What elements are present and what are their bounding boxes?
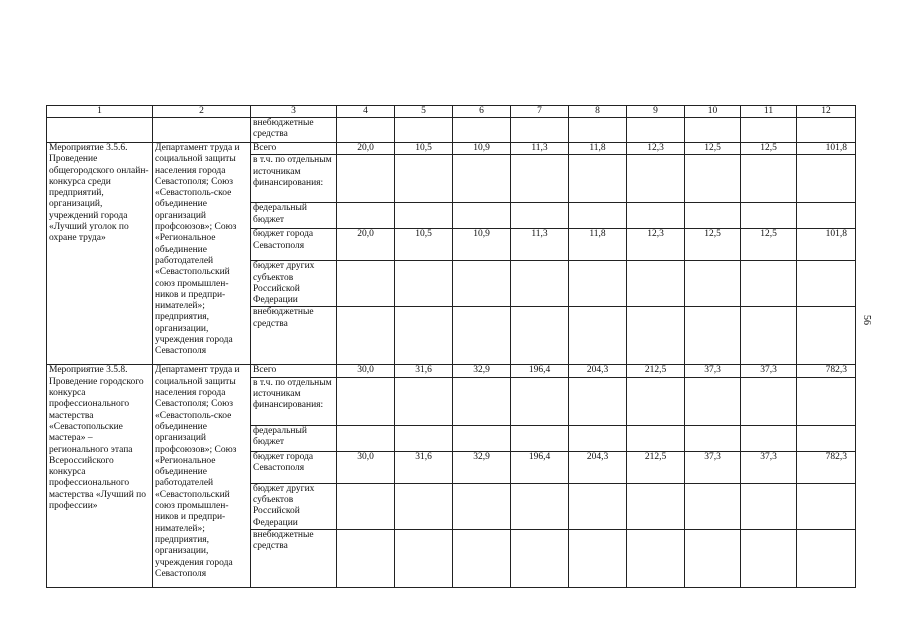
value-cell: [453, 425, 511, 451]
value-cell: 12,3: [627, 229, 685, 261]
value-cell: [797, 529, 856, 587]
value-cell: [741, 529, 797, 587]
value-cell: 37,3: [741, 365, 797, 377]
value-cell: 12,5: [741, 229, 797, 261]
value-cell: [741, 261, 797, 307]
value-cell: [627, 203, 685, 229]
value-cell: [337, 483, 395, 529]
value-cell: [337, 425, 395, 451]
value-cell: [453, 203, 511, 229]
financing-table: [46, 105, 856, 588]
value-cell: [511, 377, 569, 425]
value-cell: [337, 203, 395, 229]
header-cell: 10: [685, 106, 741, 118]
value-cell: [627, 118, 685, 143]
value-cell: 30,0: [337, 451, 395, 483]
value-cell: [337, 118, 395, 143]
value-cell: [685, 307, 741, 365]
value-cell: [395, 155, 453, 203]
value-cell: [395, 377, 453, 425]
source-cell: федеральный бюджет: [251, 425, 337, 451]
value-cell: 10,9: [453, 143, 511, 155]
value-cell: [453, 483, 511, 529]
value-cell: [395, 261, 453, 307]
source-cell: бюджет города Севастополя: [251, 229, 337, 261]
value-cell: [685, 529, 741, 587]
value-cell: 37,3: [741, 451, 797, 483]
value-cell: [741, 155, 797, 203]
header-cell: 6: [453, 106, 511, 118]
value-cell: [569, 261, 627, 307]
value-cell: [511, 118, 569, 143]
value-cell: [741, 425, 797, 451]
value-cell: [797, 307, 856, 365]
empty-cell: [153, 118, 251, 143]
value-cell: 31,6: [395, 451, 453, 483]
value-cell: [569, 118, 627, 143]
value-cell: [797, 203, 856, 229]
value-cell: [797, 118, 856, 143]
value-cell: 37,3: [685, 451, 741, 483]
empty-cell: [47, 118, 153, 143]
value-cell: [627, 261, 685, 307]
source-cell: внебюджетные средства: [251, 529, 337, 587]
value-cell: 12,5: [685, 229, 741, 261]
value-cell: [453, 529, 511, 587]
value-cell: [797, 377, 856, 425]
value-cell: 37,3: [685, 365, 741, 377]
value-cell: 101,8: [797, 143, 856, 155]
header-cell: 2: [153, 106, 251, 118]
value-cell: 11,3: [511, 143, 569, 155]
table-row: [47, 365, 856, 377]
value-cell: 20,0: [337, 143, 395, 155]
value-cell: 196,4: [511, 365, 569, 377]
source-cell: в т.ч. по отдельным источникам финансирования:: [251, 155, 337, 203]
source-cell: бюджет других субъектов Российской Федерации: [251, 261, 337, 307]
value-cell: [395, 307, 453, 365]
value-cell: [685, 483, 741, 529]
value-cell: [511, 307, 569, 365]
source-cell: бюджет других субъектов Российской Федерации: [251, 483, 337, 529]
value-cell: [627, 307, 685, 365]
value-cell: 10,5: [395, 143, 453, 155]
value-cell: [569, 155, 627, 203]
value-cell: [569, 425, 627, 451]
source-cell: внебюджетные средства: [251, 307, 337, 365]
value-cell: [453, 155, 511, 203]
value-cell: [395, 483, 453, 529]
value-cell: [685, 203, 741, 229]
value-cell: [453, 118, 511, 143]
value-cell: [685, 261, 741, 307]
value-cell: [797, 155, 856, 203]
value-cell: 12,3: [627, 143, 685, 155]
value-cell: [511, 483, 569, 529]
value-cell: [337, 261, 395, 307]
value-cell: [797, 483, 856, 529]
value-cell: [569, 483, 627, 529]
value-cell: [511, 203, 569, 229]
table-row: [47, 118, 856, 143]
value-cell: 20,0: [337, 229, 395, 261]
value-cell: [337, 529, 395, 587]
header-cell: 12: [797, 106, 856, 118]
activity-cell: Мероприятие 3.5.8. Проведение городского конкурса профессионального мастерства «Севастопольские мастера» – регионального этапа Всероссийского конкурса профессионального мастерства «Лучший по профессии»: [47, 365, 153, 587]
value-cell: 204,3: [569, 451, 627, 483]
value-cell: [627, 425, 685, 451]
value-cell: [337, 155, 395, 203]
value-cell: 30,0: [337, 365, 395, 377]
value-cell: 32,9: [453, 451, 511, 483]
value-cell: [685, 425, 741, 451]
value-cell: 10,5: [395, 229, 453, 261]
value-cell: [741, 118, 797, 143]
source-cell: в т.ч. по отдельным источникам финансирования:: [251, 377, 337, 425]
value-cell: [395, 203, 453, 229]
value-cell: [395, 118, 453, 143]
value-cell: 101,8: [797, 229, 856, 261]
header-row: [47, 106, 856, 118]
value-cell: 212,5: [627, 365, 685, 377]
header-cell: 4: [337, 106, 395, 118]
value-cell: 11,8: [569, 229, 627, 261]
value-cell: 196,4: [511, 451, 569, 483]
value-cell: [797, 261, 856, 307]
source-cell: Всего: [251, 365, 337, 377]
value-cell: [511, 155, 569, 203]
header-cell: 7: [511, 106, 569, 118]
value-cell: 204,3: [569, 365, 627, 377]
value-cell: [569, 307, 627, 365]
value-cell: [627, 529, 685, 587]
value-cell: 10,9: [453, 229, 511, 261]
value-cell: [627, 377, 685, 425]
source-cell: Всего: [251, 143, 337, 155]
value-cell: [569, 377, 627, 425]
value-cell: [569, 203, 627, 229]
header-cell: 11: [741, 106, 797, 118]
value-cell: [685, 118, 741, 143]
value-cell: 12,5: [685, 143, 741, 155]
value-cell: [569, 529, 627, 587]
value-cell: [741, 377, 797, 425]
value-cell: 12,5: [741, 143, 797, 155]
value-cell: [395, 425, 453, 451]
value-cell: 782,3: [797, 451, 856, 483]
value-cell: 11,3: [511, 229, 569, 261]
value-cell: [797, 425, 856, 451]
value-cell: [511, 261, 569, 307]
value-cell: [741, 203, 797, 229]
header-cell: 3: [251, 106, 337, 118]
header-cell: 1: [47, 106, 153, 118]
value-cell: [337, 377, 395, 425]
value-cell: [453, 377, 511, 425]
activity-cell: Мероприятие 3.5.6. Проведение общегородского онлайн-конкурса среди предприятий, организаций, учреждений города «Лучший уголок по охране труда»: [47, 143, 153, 365]
value-cell: 11,8: [569, 143, 627, 155]
value-cell: [627, 155, 685, 203]
table-row: [47, 143, 856, 155]
source-cell: внебюджетные средства: [251, 118, 337, 143]
value-cell: 32,9: [453, 365, 511, 377]
executor-cell: Департамент труда и социальной защиты населения города Севастополя; Союз «Севастополь-ское объединение организаций профсоюзов»; Союз «Региональное объединение работодателей «Севастопольский союз промышлен-ников и предпри-нимателей»; предприятия, организации, учреждения города Севастополя: [153, 365, 251, 587]
source-cell: федеральный бюджет: [251, 203, 337, 229]
value-cell: [337, 307, 395, 365]
value-cell: [627, 483, 685, 529]
header-cell: 5: [395, 106, 453, 118]
value-cell: 782,3: [797, 365, 856, 377]
value-cell: [685, 155, 741, 203]
value-cell: [741, 307, 797, 365]
value-cell: [453, 261, 511, 307]
value-cell: [741, 483, 797, 529]
value-cell: [395, 529, 453, 587]
header-cell: 8: [569, 106, 627, 118]
value-cell: 212,5: [627, 451, 685, 483]
value-cell: [511, 529, 569, 587]
value-cell: [685, 377, 741, 425]
value-cell: [453, 307, 511, 365]
page-number: 56: [861, 315, 872, 325]
value-cell: [511, 425, 569, 451]
executor-cell: Департамент труда и социальной защиты населения города Севастополя; Союз «Севастополь-ское объединение организаций профсоюзов»; Союз «Региональное объединение работодателей «Севастопольский союз промышлен-ников и предпри-нимателей»; предприятия, организации, учреждения города Севастополя: [153, 143, 251, 365]
source-cell: бюджет города Севастополя: [251, 451, 337, 483]
header-cell: 9: [627, 106, 685, 118]
value-cell: 31,6: [395, 365, 453, 377]
